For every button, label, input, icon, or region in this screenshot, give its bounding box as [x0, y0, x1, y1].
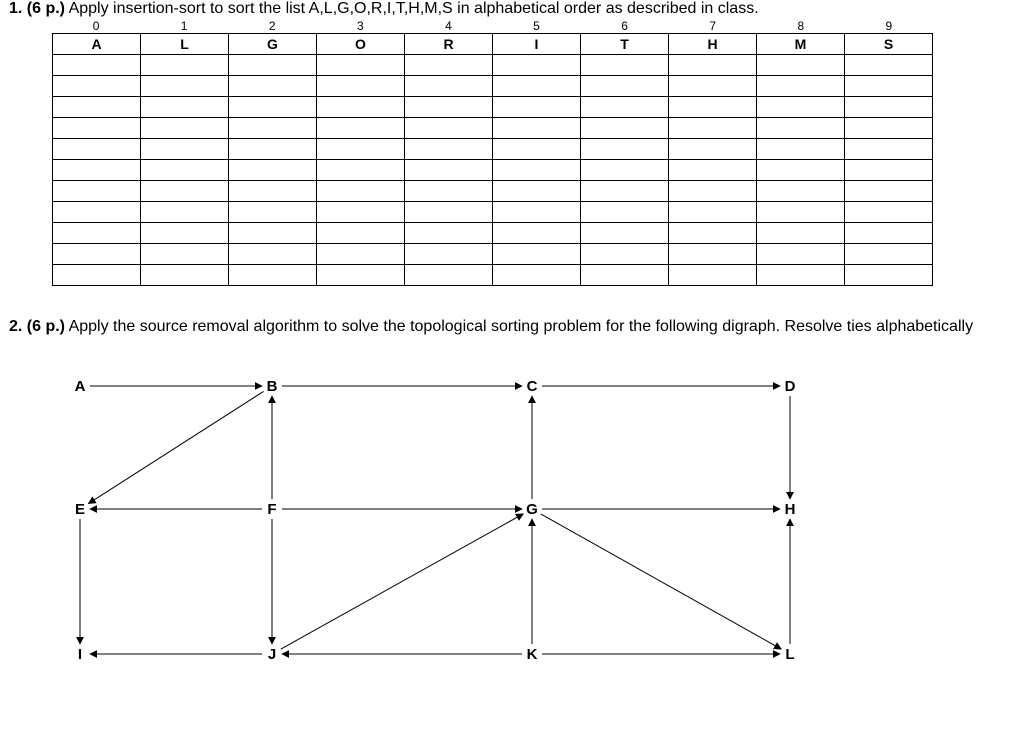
index-label: 8: [797, 19, 805, 33]
node-f: F: [267, 501, 277, 518]
node-e: E: [74, 501, 86, 518]
node-d: D: [784, 378, 796, 395]
node-c: C: [526, 378, 538, 395]
node-j: J: [267, 646, 277, 663]
edge-j-to-g: [281, 514, 524, 649]
node-a: A: [74, 378, 86, 395]
table-cell-letter: L: [141, 34, 229, 55]
index-label: 3: [356, 19, 364, 33]
node-g: G: [526, 501, 538, 518]
table-cell-letter: H: [669, 34, 757, 55]
node-l: L: [785, 646, 795, 663]
index-label: 0: [92, 19, 100, 33]
table-cell-letter: R: [405, 34, 493, 55]
node-b: B: [266, 378, 278, 395]
table-cell-letter: A: [53, 34, 141, 55]
index-label: 1: [180, 19, 188, 33]
node-k: K: [526, 646, 538, 663]
question-2-points: 2. (6 p.): [9, 318, 66, 335]
question-2-text: Apply the source removal algorithm to solve the topological sorting problem for the following digraph. Resolve ties alphabetically: [65, 318, 974, 335]
table-cell-letter: S: [845, 34, 933, 55]
index-label: 6: [621, 19, 628, 33]
index-label: 4: [445, 19, 452, 33]
nodes-layer: [75, 378, 796, 663]
edge-g-to-l: [541, 514, 782, 649]
table-cell-letter: O: [317, 34, 405, 55]
node-h: H: [784, 501, 796, 518]
table-cell-letter: T: [581, 34, 669, 55]
index-label: 9: [885, 19, 893, 33]
index-label: 7: [709, 19, 717, 33]
edge-b-to-e: [88, 391, 263, 503]
table-cell-letter: M: [757, 34, 845, 55]
node-i: I: [77, 646, 83, 663]
index-label: 5: [533, 19, 540, 33]
table-cell-letter: G: [229, 34, 317, 55]
edges-layer: [80, 386, 790, 654]
index-label: 2: [268, 19, 276, 33]
question-1-points: 1. (6 p.): [9, 0, 66, 17]
question-1-text: Apply insertion-sort to sort the list A,L,G,O,R,I,T,H,M,S in alphabetical order as described in class.: [65, 0, 759, 17]
table-cell-letter: I: [493, 34, 581, 55]
